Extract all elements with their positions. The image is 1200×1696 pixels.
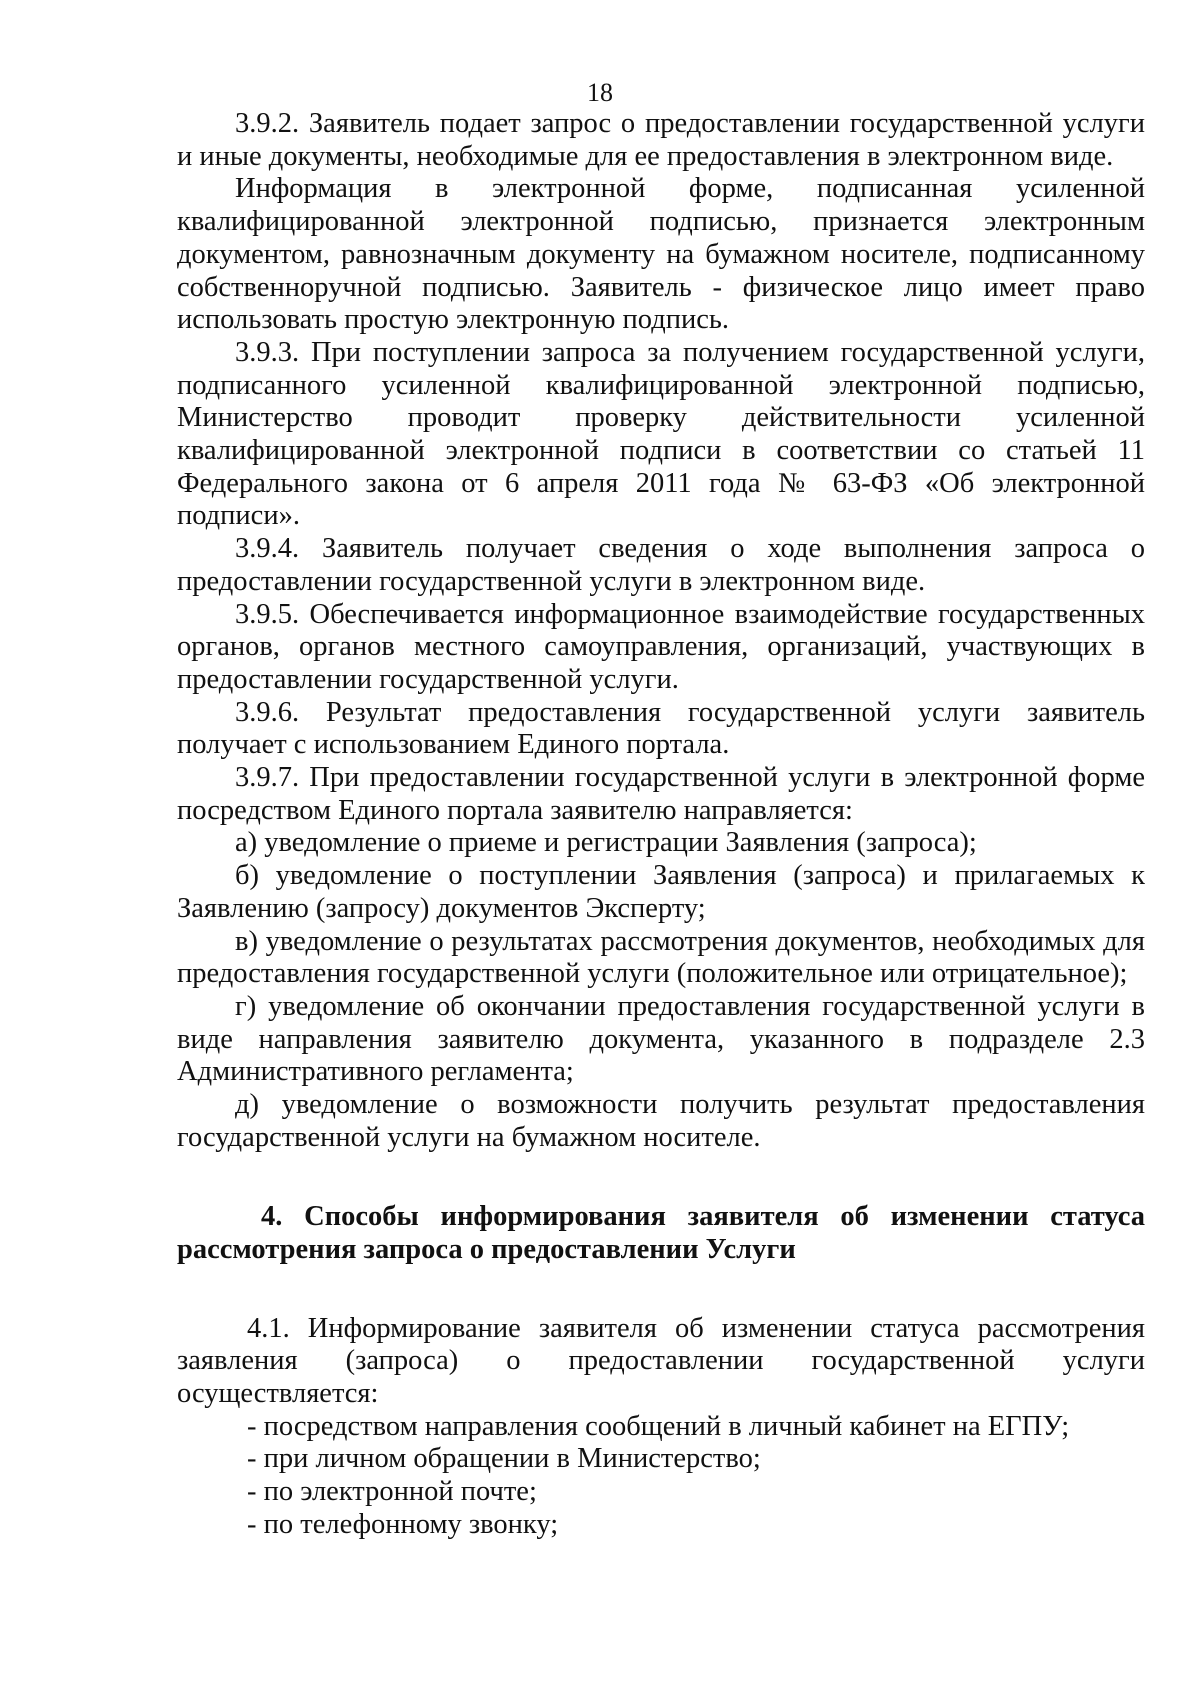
list-item-v: в) уведомление о результатах рассмотрения документов, необходимых для предоставления государственной услуги (положительное или отрицательное); [177,925,1145,990]
list-item: - по электронной почте; [247,1476,537,1508]
paragraph-3-9-2: 3.9.2. Заявитель подает запрос о предоставлении государственной услуги и иные документы, необходимые для ее предоставления в электронном виде. [177,108,1145,172]
list-item: - при личном обращении в Министерство; [247,1443,761,1475]
paragraph-electronic-signature-info: Информация в электронной форме, подписанная усиленной квалифицированной электронной подписью, признается электронным документом, равнозначным документу на бумажном носителе, подписанному собственноручной подписью. Заявитель - физическое лицо имеет право использовать простую электронную подпись. [177,173,1145,336]
list-item-b: б) уведомление о поступлении Заявления (запроса) и прилагаемых к Заявлению (запросу) документов Эксперту; [177,860,1145,924]
paragraph-4-1: 4.1. Информирование заявителя об изменении статуса рассмотрения заявления (запроса) о предоставлении государственной услуги осуществляется: [177,1312,1145,1409]
list-item: - по телефонному звонку; [247,1508,559,1540]
list-item-g: г) уведомление об окончании предоставления государственной услуги в виде направления заявителю документа, указанного в подразделе 2.3 Административного регламента; [177,990,1145,1088]
list-item: - посредством направления сообщений в личный кабинет на ЕГПУ; [247,1410,1070,1442]
document-body [177,108,1145,1541]
section-4-heading: 4. Способы информирования заявителя об изменении статуса рассмотрения запроса о предоставлении Услуги [177,1200,1145,1265]
list-item-a: а) уведомление о приеме и регистрации Заявления (запроса); [235,827,977,859]
list-item-d: д) уведомление о возможности получить результат предоставления государственной услуги на бумажном носителе. [177,1089,1145,1153]
paragraph-3-9-4: 3.9.4. Заявитель получает сведения о ходе выполнения запроса о предоставлении государственной услуги в электронном виде. [177,533,1145,597]
paragraph-3-9-3: 3.9.3. При поступлении запроса за получением государственной услуги, подписанного усиленной квалифицированной электронной подписью, Министерство проводит проверку действительности усиленной квалифицированной электронной подписи в соответствии со статьей 11 Федерального закона от 6 апреля 2011 года № 63-ФЗ «Об электронной подписи». [177,336,1145,532]
page-number: 18 [587,78,613,107]
paragraph-3-9-6: 3.9.6. Результат предоставления государственной услуги заявитель получает с использованием Единого портала. [177,696,1145,761]
paragraph-3-9-7: 3.9.7. При предоставлении государственной услуги в электронной форме посредством Единого портала заявителю направляется: [177,762,1145,826]
paragraph-3-9-5: 3.9.5. Обеспечивается информационное взаимодействие государственных органов, органов местного самоуправления, организаций, участвующих в предоставлении государственной услуги. [177,598,1145,695]
